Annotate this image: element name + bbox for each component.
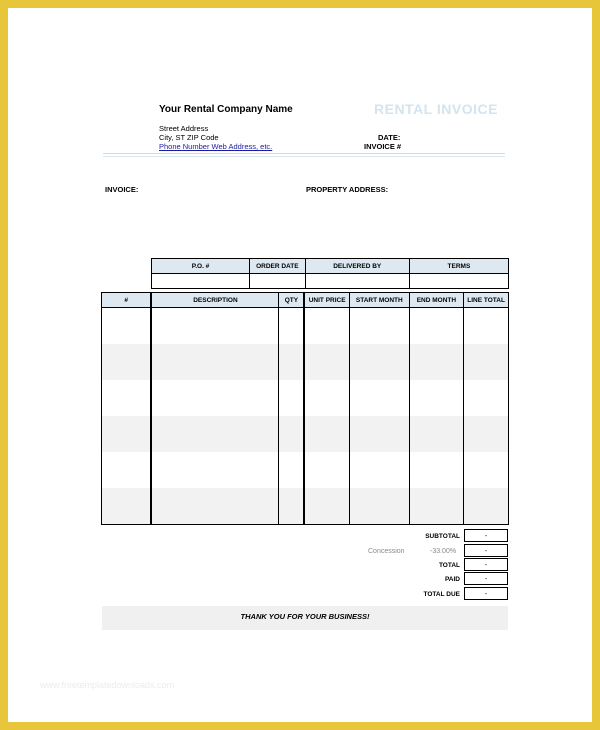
total-due-value[interactable]: - xyxy=(464,587,508,600)
total-label: TOTAL xyxy=(438,562,460,569)
total-value[interactable]: - xyxy=(464,558,508,571)
line-total-cell[interactable] xyxy=(464,452,509,488)
table-row xyxy=(102,416,509,452)
description-header: DESCRIPTION xyxy=(151,293,279,308)
document-title: RENTAL INVOICE xyxy=(374,101,498,117)
end-month-cell[interactable] xyxy=(409,416,464,452)
end-month-cell[interactable] xyxy=(409,344,464,380)
end-month-cell[interactable] xyxy=(409,452,464,488)
items-header-row xyxy=(102,293,509,308)
qty-cell[interactable] xyxy=(279,344,304,380)
start-month-header: START MONTH xyxy=(350,293,410,308)
description-cell[interactable] xyxy=(151,380,279,416)
line-total-cell[interactable] xyxy=(464,308,509,345)
qty-header: QTY xyxy=(279,293,304,308)
delivered-by-cell[interactable] xyxy=(305,274,409,289)
po-number-header: P.O. # xyxy=(152,259,250,274)
item-number-cell[interactable] xyxy=(102,416,152,452)
subtotal-label: SUBTOTAL xyxy=(425,533,460,540)
qty-cell[interactable] xyxy=(279,308,304,345)
total-due-label: TOTAL DUE xyxy=(423,591,460,598)
terms-cell[interactable] xyxy=(409,274,508,289)
paid-value[interactable]: - xyxy=(464,572,508,585)
line-total-cell[interactable] xyxy=(464,380,509,416)
concession-percent: -33.00% xyxy=(430,548,457,555)
company-name: Your Rental Company Name xyxy=(159,104,293,115)
description-cell[interactable] xyxy=(151,488,279,525)
end-month-header: END MONTH xyxy=(409,293,464,308)
item-number-cell[interactable] xyxy=(102,344,152,380)
city-state-zip: City, ST ZIP Code xyxy=(159,133,219,142)
start-month-cell[interactable] xyxy=(350,488,410,525)
qty-cell[interactable] xyxy=(279,416,304,452)
po-value-row xyxy=(152,274,509,289)
unit-price-cell[interactable] xyxy=(304,452,349,488)
order-date-header: ORDER DATE xyxy=(250,259,306,274)
start-month-cell[interactable] xyxy=(350,380,410,416)
concession-value[interactable]: - xyxy=(464,544,508,557)
po-table xyxy=(151,258,509,289)
order-date-cell[interactable] xyxy=(250,274,306,289)
thanks-message: THANK YOU FOR YOUR BUSINESS! xyxy=(240,612,370,621)
item-number-cell[interactable] xyxy=(102,308,152,345)
header-divider-secondary xyxy=(103,156,505,157)
table-row xyxy=(102,380,509,416)
table-row xyxy=(102,488,509,525)
date-label: DATE: xyxy=(378,133,401,142)
item-number-cell[interactable] xyxy=(102,452,152,488)
unit-price-cell[interactable] xyxy=(304,488,349,525)
table-row xyxy=(102,452,509,488)
item-number-cell[interactable] xyxy=(102,488,152,525)
end-month-cell[interactable] xyxy=(409,380,464,416)
subtotal-value[interactable]: - xyxy=(464,529,508,542)
invoice-page xyxy=(8,8,592,722)
start-month-cell[interactable] xyxy=(350,416,410,452)
line-total-cell[interactable] xyxy=(464,344,509,380)
concession-label: Concession xyxy=(368,548,405,555)
line-total-cell[interactable] xyxy=(464,488,509,525)
start-month-cell[interactable] xyxy=(350,344,410,380)
description-cell[interactable] xyxy=(151,452,279,488)
line-total-header: LINE TOTAL xyxy=(464,293,509,308)
unit-price-cell[interactable] xyxy=(304,344,349,380)
po-header-row xyxy=(152,259,509,274)
qty-cell[interactable] xyxy=(279,380,304,416)
description-cell[interactable] xyxy=(151,308,279,345)
unit-price-cell[interactable] xyxy=(304,380,349,416)
qty-cell[interactable] xyxy=(279,452,304,488)
item-number-cell[interactable] xyxy=(102,380,152,416)
start-month-cell[interactable] xyxy=(350,308,410,345)
invoice-label: INVOICE: xyxy=(105,185,139,194)
watermark: www.freetemplatedownloads.com xyxy=(40,680,175,690)
table-row xyxy=(102,308,509,345)
description-cell[interactable] xyxy=(151,416,279,452)
line-items-table xyxy=(101,292,509,525)
item-number-header: # xyxy=(102,293,152,308)
property-address-label: PROPERTY ADDRESS: xyxy=(306,185,389,194)
end-month-cell[interactable] xyxy=(409,308,464,345)
description-cell[interactable] xyxy=(151,344,279,380)
unit-price-cell[interactable] xyxy=(304,308,349,345)
invoice-number-label: INVOICE # xyxy=(364,142,402,151)
end-month-cell[interactable] xyxy=(409,488,464,525)
delivered-by-header: DELIVERED BY xyxy=(305,259,409,274)
qty-cell[interactable] xyxy=(279,488,304,525)
contact-link[interactable]: Phone Number Web Address, etc. xyxy=(159,142,273,151)
unit-price-header: UNIT PRICE xyxy=(304,293,349,308)
po-number-cell[interactable] xyxy=(152,274,250,289)
table-row xyxy=(102,344,509,380)
start-month-cell[interactable] xyxy=(350,452,410,488)
line-total-cell[interactable] xyxy=(464,416,509,452)
header-divider xyxy=(103,153,505,154)
street-address: Street Address xyxy=(159,124,209,133)
paid-label: PAID xyxy=(444,576,460,583)
terms-header: TERMS xyxy=(409,259,508,274)
unit-price-cell[interactable] xyxy=(304,416,349,452)
